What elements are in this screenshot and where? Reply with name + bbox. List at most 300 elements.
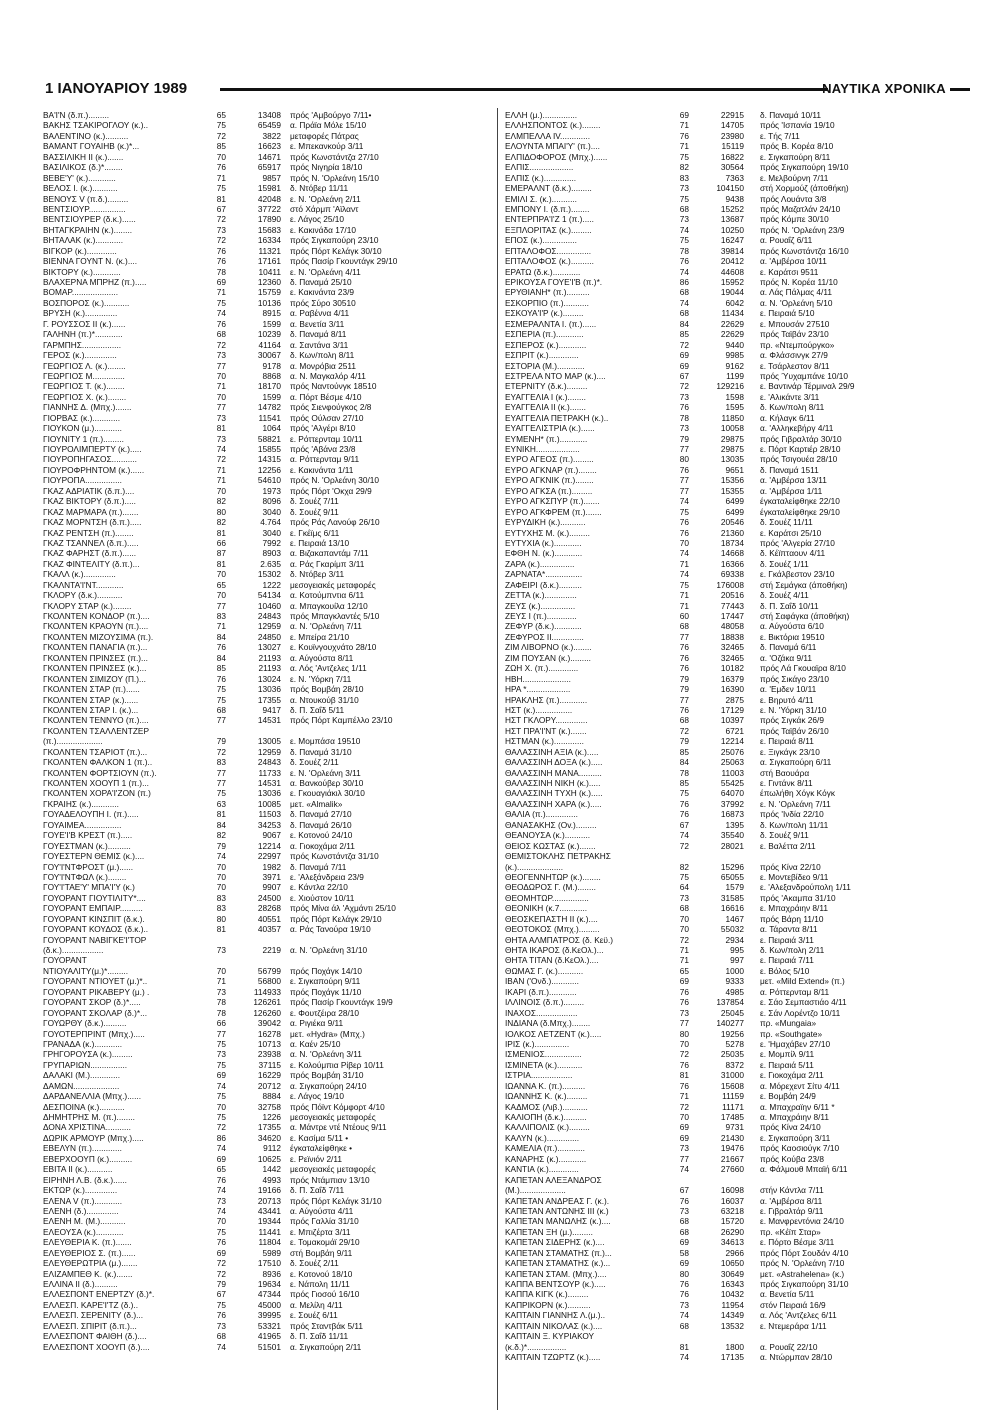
- tonnage: 42048: [257, 193, 281, 204]
- build-year: 71: [216, 621, 226, 632]
- build-year: 81: [679, 1341, 689, 1352]
- ship-entry: [505, 173, 965, 183]
- tonnage: 25045: [720, 1007, 744, 1018]
- tonnage: 22915: [720, 110, 744, 120]
- ship-name: ΘΕΙΟΣ ΚΩΣΤΑΣ (κ.).......: [505, 840, 596, 851]
- build-year: 69: [216, 1247, 226, 1258]
- build-year: 65: [216, 110, 226, 120]
- ship-entry: [505, 517, 965, 527]
- position-status: στή Χορμούζ (άποθήκη): [760, 183, 849, 194]
- ship-name: ΒΟΜΑΡ....................: [43, 287, 119, 298]
- ship-name: ΓΟΥ'Ι'ΝΤΦΩΛ (κ.)........: [43, 871, 127, 882]
- ship-name: ΕΥΑΓΓΕΛΙΣΤΡΙΑ (κ.)......: [505, 423, 595, 434]
- ship-name: ΒΕΝΤΣΙΟΥΡΕΡ (δ.κ.)......: [43, 214, 136, 225]
- ship-entry: [505, 1342, 965, 1352]
- ship-name: ΕΥΡΟ ΑΓΕΟΣ (π.).........: [505, 454, 594, 465]
- build-year: 68: [679, 203, 689, 214]
- build-year: 73: [216, 224, 226, 235]
- ship-name: ΕΣΤΟΡΙΑ (Μ.)............: [505, 360, 585, 371]
- ship-name: ΕΥΝΙΚΗ...................: [505, 444, 580, 454]
- tonnage: 53321: [257, 1320, 281, 1331]
- position-status: α. Πόρτ Βέσμε 4/10: [290, 391, 362, 402]
- ship-entry: [505, 715, 965, 725]
- tonnage: 126261: [253, 997, 281, 1008]
- ship-entry: [505, 267, 965, 277]
- ship-name: ΓΚΟΛΝΤΕΝ ΧΟΡΑ'Ι'ΖΟΝ (π.): [43, 788, 151, 799]
- ship-entry: [505, 1143, 965, 1153]
- ship-entry: [43, 674, 493, 684]
- ship-entry: [505, 1206, 965, 1216]
- ship-name: ΓΚΟΛΝΤΕΝ ΦΑΛΚΟΝ 1 (π.)..: [43, 757, 153, 768]
- ship-entry: [43, 569, 493, 579]
- build-year: 72: [679, 1049, 689, 1060]
- build-year: 76: [679, 997, 689, 1008]
- build-year: 80: [216, 506, 226, 517]
- tonnage: 15952: [720, 277, 744, 287]
- tonnage: 16247: [720, 235, 744, 246]
- ship-entry: [43, 872, 493, 882]
- tonnage: 29875: [720, 444, 744, 454]
- build-year: 77: [216, 402, 226, 413]
- tonnage: 14671: [257, 151, 281, 162]
- build-year: 74: [216, 1080, 226, 1091]
- build-year: 81: [216, 558, 226, 569]
- tonnage: 1598: [725, 391, 744, 402]
- position-status: ε. Κοτονού 18/10: [290, 1268, 353, 1279]
- ship-name: ΚΑΝΤΙΑ (κ.).............: [505, 1164, 579, 1175]
- position-status: α. Βενετία 5/11: [760, 1289, 815, 1300]
- position-status: α. Λός 'Αντζελες 1/11: [290, 663, 367, 674]
- ship-name: ΕΣΠΡΙΤ (κ.).............: [505, 350, 579, 361]
- ship-name: ΓΚΟΛΝΤΕΝ ΧΟΟΥΠ 1 (π.)...: [43, 778, 149, 788]
- build-year: 83: [216, 892, 226, 903]
- ship-entry: [43, 736, 493, 746]
- position-status: πρός Πόϊντ Κόμφορτ 4/10: [290, 1101, 385, 1112]
- ship-entry: [43, 246, 493, 256]
- position-status: πρός Σικάγο 23/10: [760, 673, 830, 684]
- ship-name: ΕΛΛΕΣΠΟΝΤ ΕΝΕΡΤΖΥ (δ.)*.: [43, 1289, 155, 1300]
- ship-entry: [43, 110, 493, 120]
- position-status: α. Ν. 'Ορλεάνη 3/11: [290, 1049, 362, 1060]
- ship-entry: [505, 621, 965, 631]
- position-status: πρός Πόρτ Κελάγκ 31/10: [290, 1195, 382, 1206]
- ship-name: ΕΛΠΙΣ...................: [505, 162, 574, 173]
- ship-entry: [43, 517, 493, 527]
- build-year: 81: [216, 809, 226, 820]
- ship-entry: [505, 1175, 965, 1185]
- build-year: 72: [216, 1268, 226, 1279]
- tonnage: 16390: [720, 684, 744, 695]
- build-year: 65: [679, 965, 689, 976]
- tonnage: 10182: [720, 663, 744, 674]
- build-year: 70: [216, 391, 226, 402]
- tonnage: 12959: [257, 746, 281, 757]
- build-year: 80: [216, 913, 226, 924]
- ship-entry: [505, 747, 965, 757]
- ship-name: ΕΠΤΑΛΟΦΟΣ...............: [505, 245, 592, 256]
- build-year: 67: [679, 819, 689, 830]
- ship-entry: [43, 1102, 493, 1112]
- tonnage: 2219: [262, 945, 281, 955]
- build-year: 79: [216, 840, 226, 851]
- ship-name: ΖΑΡΝΑΤΑ*................: [505, 569, 583, 580]
- position-status: πρός Ύυχαμπάνε 10/10: [760, 370, 849, 381]
- position-status: στή Βαουάρα: [760, 767, 810, 778]
- ship-name: ΒΡΥΣΗ (κ.)..............: [43, 308, 118, 319]
- tonnage: 25035: [720, 1049, 744, 1060]
- build-year: 76: [679, 1059, 689, 1070]
- position-status: πρός Β. Κορέα 8/10: [760, 141, 834, 152]
- header-rule: [220, 88, 828, 91]
- position-status: δ. Σουέζ 2/11: [290, 757, 339, 768]
- ship-entry: [43, 1185, 493, 1195]
- tonnage: 20546: [720, 517, 744, 528]
- build-year: 75: [216, 1091, 226, 1102]
- tonnage: 40551: [257, 913, 281, 924]
- ship-entry: [505, 392, 965, 402]
- ship-name: ΗΣΤ ΠΡΑ'Ι'ΝΤ (κ.).......: [505, 725, 587, 736]
- build-year: 68: [679, 903, 689, 914]
- ship-entry: [43, 1237, 493, 1247]
- ship-name: ΚΑΠΕΤΑΝ ΞΗ (μ.).........: [505, 1226, 593, 1237]
- build-year: 69: [679, 350, 689, 361]
- position-status: πρός Πασίρ Γκουντάγκ 19/9: [290, 997, 393, 1008]
- ship-name: ΓΚΟΛΝΤΕΝ ΣΤΑΡ (κ.)......: [43, 694, 139, 705]
- ship-name: ΚΑΛΛΙΠΟΛΙΣ (κ.).........: [505, 1122, 590, 1133]
- ship-entry: [505, 736, 965, 746]
- tonnage: 13532: [720, 1320, 744, 1331]
- ship-entry: [43, 757, 493, 767]
- build-year: 65: [216, 1164, 226, 1175]
- build-year: 77: [679, 444, 689, 454]
- ship-entry: [43, 173, 493, 183]
- ship-entry: [505, 214, 965, 224]
- tonnage: 12214: [257, 840, 281, 851]
- build-year: 68: [679, 287, 689, 298]
- ship-name: ΓΟΥΕΣΤΕΡΝ ΘΕΜΙΣ (κ.)....: [43, 851, 145, 862]
- build-year: 77: [216, 360, 226, 371]
- ship-entry: [505, 465, 965, 475]
- tonnage: 15608: [720, 1080, 744, 1091]
- position-status: πρός Ταϊβάν 26/10: [760, 725, 829, 736]
- build-year: 73: [679, 214, 689, 225]
- tonnage: 11441: [258, 1226, 281, 1237]
- ship-name: ΕΦΘΗ Ν. (κ.)............: [505, 548, 583, 559]
- position-status: ε. Γιβραλτάρ 9/11: [760, 1205, 824, 1216]
- ship-entry: [43, 1300, 493, 1310]
- tonnage: 15302: [257, 569, 281, 580]
- tonnage: 58821: [257, 433, 281, 444]
- ship-entry: [505, 987, 965, 997]
- tonnage: 9438: [725, 193, 744, 204]
- ship-entry: [43, 1018, 493, 1028]
- tonnage: 32465: [720, 642, 744, 653]
- tonnage: 20412: [720, 256, 744, 267]
- ship-entry: [505, 1102, 965, 1112]
- position-status: πρός Κίνα 24/10: [760, 1122, 821, 1133]
- ship-name: ΕΥΤΥΧΗΣ Μ. (κ.).........: [505, 527, 590, 538]
- ship-entry: [43, 893, 493, 903]
- build-year: 69: [679, 1237, 689, 1248]
- position-status: ε. Μανφρεντόνια 24/10: [760, 1216, 844, 1227]
- position-status: πρός Κούβα 23/8: [760, 1153, 824, 1164]
- position-status: α. 'Αμβέρσα 8/11: [760, 1195, 823, 1206]
- build-year: 70: [216, 151, 226, 162]
- ship-entry: [505, 538, 965, 548]
- ship-entry: [43, 287, 493, 297]
- position-status: α. Βιζακαπαντάμ 7/11: [290, 548, 369, 559]
- position-status: πρός 'Ισπανία 19/10: [760, 120, 835, 131]
- ship-name: (π.)....................: [43, 736, 103, 747]
- position-status: ε. Ξιγκάγκ 23/10: [760, 746, 820, 757]
- build-year: 79: [679, 433, 689, 444]
- build-year: 85: [679, 778, 689, 788]
- ship-name: ΕΥΡΥΔΙΚΗ (κ.)...........: [505, 517, 586, 528]
- ship-name: ΘΩΜΑΣ Γ. (κ.)...........: [505, 965, 584, 976]
- ship-name: ΕΡΙΚΟΥΣΑ ΓΟΥΕ'Ι'Β (π.)*.: [505, 277, 603, 287]
- ship-entry: [43, 319, 493, 329]
- build-year: 81: [216, 924, 226, 935]
- build-year: 76: [216, 1237, 226, 1248]
- tonnage: 9731: [725, 1122, 744, 1133]
- ship-entry: [505, 340, 965, 350]
- ship-entry: [505, 141, 965, 151]
- ship-name: ΓΚΑΖ ΒΙΚΤΟΡΥ (δ.π.).....: [43, 496, 136, 507]
- ship-name: ΙΒΑΝ ('Ονδ.)............: [505, 976, 579, 987]
- ship-entry: [505, 1279, 965, 1289]
- tonnage: 8096: [262, 496, 281, 507]
- tonnage: 2966: [725, 1247, 744, 1258]
- ship-name: ΒΙΕΝΝΑ ΓΟΥΝΤ Ν. (κ.)....: [43, 256, 138, 267]
- build-year: 79: [679, 736, 689, 747]
- ship-name: ΕΛΕΝΗ (δ.)..............: [43, 1205, 119, 1216]
- position-status: ε. Μπουσάν 27510: [760, 318, 830, 329]
- ship-name: ΓΟΥΟΡΑΝΤ ΣΚΟΛΑΡ (δ.)*...: [43, 1007, 148, 1018]
- position-status: ε. Ν. 'Ορλεάνη 4/11: [290, 266, 361, 277]
- position-status: ε. Μπείρα 21/10: [290, 631, 350, 642]
- ship-entry: [505, 120, 965, 130]
- position-status: ε. Σιγκαπούρη 3/11: [760, 1132, 831, 1143]
- build-year: 74: [679, 266, 689, 277]
- position-status: ε. Τής 7/11: [760, 130, 800, 141]
- tonnage: 14668: [720, 548, 744, 559]
- tonnage: 15356: [720, 475, 744, 486]
- ship-entry: [43, 1196, 493, 1206]
- ship-name: ΕΠΟΣ (κ.)...............: [505, 235, 577, 246]
- position-status: πρός Σιγκαπούρη 31/10: [760, 1279, 849, 1289]
- build-year: 70: [216, 569, 226, 580]
- tonnage: 15355: [720, 485, 744, 496]
- position-status: ε. Κάντλα 22/10: [290, 882, 348, 893]
- build-year: 76: [216, 318, 226, 329]
- build-year: 86: [216, 1132, 226, 1143]
- ship-entry: [43, 465, 493, 475]
- ship-entry: [505, 705, 965, 715]
- ship-entry: [43, 194, 493, 204]
- position-status: πρός Ντάμπιαν 13/10: [290, 1174, 370, 1185]
- build-year: 82: [679, 162, 689, 173]
- position-status: πρός Βομβάη 31/10: [290, 1070, 364, 1081]
- ship-entry: [43, 1060, 493, 1070]
- position-status: δ. Κων/πολη 11/11: [760, 819, 829, 830]
- ship-name: ΝΤΙΟΥΑΛΙΤΥ(μ.)*.........: [43, 965, 129, 976]
- ship-name: ΕΞΠΛΟΡΙΤΑΣ (κ.).........: [505, 224, 592, 235]
- position-status: α. Ντώρμπαν 28/10: [760, 1352, 833, 1363]
- position-status: πρός Σιγκάκ 26/9: [760, 715, 824, 726]
- position-status: ε. Μομπάσα 19510: [290, 736, 361, 747]
- tonnage: 1395: [725, 819, 744, 830]
- position-status: α. Αύγούστα 4/11: [290, 1205, 354, 1216]
- position-status: ε. Ν. 'Ορλεάνη 2/11: [290, 193, 361, 204]
- ship-name: ΕΡΥΘΙΑΝΗ* (π.)..........: [505, 287, 590, 298]
- ship-entry: [505, 287, 965, 297]
- ship-name: ΔΑΡΔΑΝΕΛΛΙΑ (Μπχ.)......: [43, 1091, 142, 1102]
- ship-entry: [43, 413, 493, 423]
- ship-entry: [43, 882, 493, 892]
- ship-entry: [505, 402, 965, 412]
- build-year: 75: [679, 871, 689, 882]
- ship-entry: [43, 705, 493, 715]
- build-year: 83: [216, 903, 226, 914]
- build-year: 77: [216, 778, 226, 788]
- position-status: α. Μονρόβια 2511: [290, 360, 356, 371]
- ship-name: ΓΚΟΛΝΤΕΝ ΠΡΙΝΣΕΣ (π.)...: [43, 652, 148, 663]
- tonnage: 25063: [720, 757, 744, 768]
- build-year: 72: [216, 1122, 226, 1133]
- tonnage: 22997: [257, 851, 281, 862]
- ship-name: ΚΑΠΕΤΑΝ ΑΝΤΩΝΗΣ ΙΙΙ (κ.): [505, 1205, 609, 1216]
- ship-name: ΕΒΕΛΥΝ (π.).............: [43, 1143, 122, 1154]
- ship-entry: [43, 528, 493, 538]
- ship-entry: [505, 361, 965, 371]
- position-status: ε. Νάπολη 11/11: [290, 1279, 350, 1289]
- ship-name: ΘΕΜΙΣΤΟΚΛΗΣ ΠΕΤΡΑΚΗΣ: [505, 851, 611, 862]
- position-status: α. Μπαχραϊην 6/11 *: [760, 1101, 835, 1112]
- position-status: ε. 'Ημαχάβεν 27/10: [760, 1038, 831, 1049]
- ship-entry: [505, 225, 965, 235]
- build-year: 80: [679, 1268, 689, 1279]
- position-status: ε. Κακινάδα 17/10: [290, 224, 356, 235]
- ship-name: ΖΩΗ Χ. (π.).............: [505, 663, 579, 674]
- ship-entry: [505, 1185, 965, 1195]
- ship-entry: [505, 1331, 965, 1341]
- build-year: 74: [679, 1310, 689, 1321]
- ship-name: ΗΡΑΚΛΗΣ (π.)............: [505, 694, 588, 705]
- ship-entry: [43, 632, 493, 642]
- issue-date: 1 ΙΑΝΟΥΑΡΙΟΥ 1989: [45, 80, 188, 97]
- build-year: 73: [679, 1143, 689, 1154]
- build-year: 73: [216, 1195, 226, 1206]
- build-year: 81: [679, 1070, 689, 1081]
- tonnage: 7363: [725, 172, 744, 183]
- position-status: δ. Σουέζ 4/11: [760, 590, 809, 601]
- ship-entry: [505, 350, 965, 360]
- tonnage: 8868: [262, 370, 281, 381]
- ship-name: ΕΛΕΥΘΕΡΩΤΡΙΑ (μ.).......: [43, 1258, 138, 1269]
- build-year: 74: [679, 569, 689, 580]
- ship-entry: [43, 214, 493, 224]
- position-status: α. Μελίλη 4/11: [290, 1299, 343, 1310]
- ship-name: ΙΡΙΣ (κ.)...............: [505, 1038, 570, 1049]
- ship-name: ΓΚΟΛΝΤΕΝ ΣΙΜΙΖΟΥ (Π.)...: [43, 673, 146, 684]
- ship-name: ΘΕΟΔΩΡΟΣ Γ. (Μ.)........: [505, 882, 596, 893]
- tonnage: 4.764: [260, 517, 281, 528]
- position-status: δ. Ντόβερ 11/11: [290, 183, 349, 194]
- tonnage: 1579: [725, 882, 744, 893]
- build-year: 76: [679, 1080, 689, 1091]
- ship-name: ΓΕΩΡΓΙΟΣ Τ. (κ.)........: [43, 381, 125, 392]
- position-status: ε. Γιοκοχάμα 2/11: [760, 1070, 824, 1081]
- ship-name: ΖΕΤΤΑ (κ.)..............: [505, 590, 577, 601]
- ship-name: ΙΝΔΙΑΝΑ (δ.Μπχ.)........: [505, 1018, 591, 1029]
- ship-entry: [43, 256, 493, 266]
- ship-name: ΚΑΠΕΤΑΝ ΣΤΑΜΑΤΗΣ (π.)...: [505, 1247, 612, 1258]
- ship-entry: [43, 987, 493, 997]
- ship-entry: [43, 1143, 493, 1153]
- tonnage: 39995: [257, 1310, 281, 1321]
- ship-name: ΕΛΠΙΔΟΦΟΡΟΣ (Μπχ.)......: [505, 151, 608, 162]
- build-year: 77: [679, 485, 689, 496]
- ship-entry: [505, 434, 965, 444]
- ship-entry: [43, 1258, 493, 1268]
- tonnage: 19344: [257, 1216, 281, 1227]
- position-status: ε. Βόλος 5/10: [760, 965, 810, 976]
- position-status: ε. Κολούμπια Ρίβερ 10/11: [290, 1059, 384, 1070]
- build-year: 76: [679, 464, 689, 475]
- build-year: 75: [679, 151, 689, 162]
- build-year: 75: [216, 694, 226, 705]
- build-year: 69: [679, 1132, 689, 1143]
- position-status: πρός Ν. 'Ορλεάνη 30/10: [290, 475, 380, 486]
- ship-name: ΘΕΟΓΕΝΝΗΤΩΡ (κ.)........: [505, 871, 601, 882]
- position-status: στή Σαφάγκα (άποθήκη): [760, 611, 850, 621]
- tonnage: 14531: [257, 778, 281, 788]
- tonnage: 1000: [725, 965, 744, 976]
- ship-name: ΓΟΥΩΡΘΥ (δ.κ.)..........: [43, 1018, 127, 1029]
- ship-entry: [43, 131, 493, 141]
- ship-entry: [43, 1154, 493, 1164]
- ship-name: ΓΕΩΡΓΙΟΣ Μ..............: [43, 370, 125, 381]
- build-year: 83: [679, 172, 689, 183]
- tonnage: 16037: [720, 1195, 744, 1206]
- position-status: πρός Σιγκαπούρη 19/10: [760, 162, 849, 173]
- tonnage: 29875: [720, 433, 744, 444]
- tonnage: 44608: [720, 266, 744, 277]
- ship-entry: [43, 830, 493, 840]
- tonnage: 10713: [257, 1038, 281, 1049]
- tonnage: 10058: [720, 423, 744, 434]
- build-year: 67: [216, 203, 226, 214]
- ship-entry: [43, 642, 493, 652]
- position-status: πρός Βομβάη 28/10: [290, 684, 364, 695]
- ship-name: ΚΑΠΕΤΑΝ ΑΛΕΞΑΝΔΡΟΣ: [505, 1174, 602, 1185]
- position-status: ε. Γκουαγιάκιλ 30/10: [290, 788, 365, 799]
- tonnage: 11541: [258, 412, 281, 423]
- position-status: πρός Πασίρ Γκουντάγκ 29/10: [290, 256, 398, 267]
- build-year: 69: [679, 976, 689, 987]
- build-year: 75: [216, 183, 226, 194]
- ship-name: ΕΥΑΓΓΕΛΙΑ ΠΕΤΡΑΚΗ (κ.)..: [505, 412, 609, 423]
- tonnage: 2.635: [260, 558, 281, 569]
- ship-name: ΕΣΠΕΡΙΑ (π.)............: [505, 329, 584, 340]
- ship-name: Γ. ΡΟΥΣΣΟΣ ΙΙ (κ.)......: [43, 318, 126, 329]
- ship-entry: [43, 1175, 493, 1185]
- position-status: μετ. «Almalik»: [290, 798, 343, 809]
- build-year: 73: [216, 433, 226, 444]
- tonnage: 2875: [725, 694, 744, 705]
- ship-name: ΕΛΕΟΥΣΑ (κ.)............: [43, 1226, 124, 1237]
- ship-entry: [505, 820, 965, 830]
